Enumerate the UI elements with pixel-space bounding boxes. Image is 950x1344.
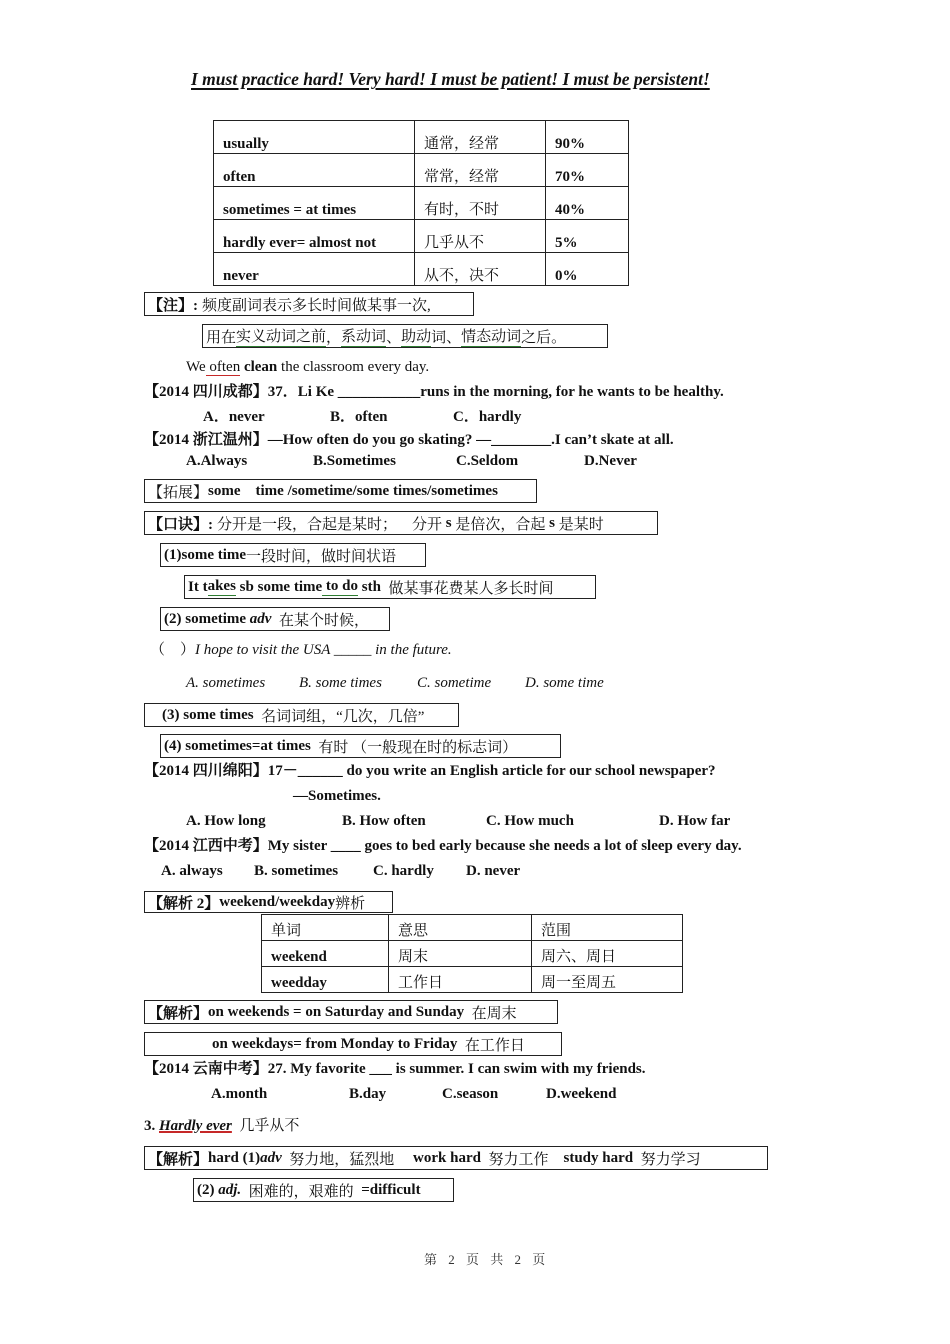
question-3 (150, 643, 452, 658)
question-stem: —How often do you go skating? —________.I can’t skate at all. (267, 432, 674, 448)
part-of-speech: adv (249, 610, 272, 627)
definition: 有时 （一般现在时的标志词） (310, 739, 518, 756)
definition: 一段时间，做时间状语 (246, 548, 397, 565)
item-1-box (160, 543, 426, 567)
part-of-speech: adj. (218, 1181, 242, 1198)
definition: 在周末 (464, 1005, 517, 1022)
cell-word: weekend (262, 941, 389, 967)
text: 、 (386, 329, 402, 346)
question-2 (144, 433, 674, 448)
q1-option-a: A．never (203, 409, 265, 425)
cell-meaning: 周末 (389, 941, 532, 967)
note-usage-box (202, 324, 608, 348)
definition: 努力地，猛烈地 (281, 1151, 414, 1168)
term: (3) some times (162, 706, 254, 723)
item-2-box (160, 607, 390, 631)
header-cell: 单词 (262, 915, 389, 941)
question-stem: I hope to visit the USA _____ in the future. (195, 642, 452, 658)
frequency-adverb-table (213, 120, 629, 286)
term: work hard (413, 1149, 481, 1166)
question-1 (144, 385, 724, 400)
note-box (144, 292, 474, 316)
section-number: 3. (144, 1118, 159, 1134)
term: (2) (197, 1181, 219, 1198)
question-stem: 27. My favorite ___ is summer. I can swim with my friends. (267, 1061, 646, 1077)
definition: 困难的，艰难的 (241, 1183, 362, 1200)
text: 辨析 (335, 895, 366, 912)
bold-verb: clean (240, 359, 278, 375)
item-1-example-box (184, 575, 596, 599)
table-row (214, 154, 629, 187)
analysis-label: 【解析】 (148, 1005, 209, 1022)
q5-option-d: D. never (466, 863, 521, 879)
expand-text: some time /sometime/some times/sometimes (208, 482, 498, 499)
cell-percent: 5% (546, 220, 629, 253)
cell-word: weedday (262, 967, 389, 993)
text: the classroom every day. (277, 359, 430, 375)
q2-option-c: C.Seldom (456, 453, 519, 469)
section-3-heading (144, 1119, 299, 1134)
mnemonic-box (144, 511, 658, 535)
analysis-3-line2-box (144, 1032, 562, 1056)
term: study hard (563, 1149, 634, 1166)
underlined-term: 助动 (401, 325, 431, 347)
header-cell: 范围 (532, 915, 683, 941)
definition: 努力工作 (480, 1151, 564, 1168)
analysis-4-line2-box (193, 1178, 454, 1202)
q1-option-b: B．often (330, 409, 388, 425)
cell-meaning: 常常，经常 (415, 154, 546, 187)
text: We (186, 359, 206, 375)
page-number-footer: 第 2 页 共 2 页 (424, 1252, 550, 1267)
definition: 几乎从不 (231, 1118, 300, 1134)
text: sb some time (235, 578, 323, 595)
question-stem: 37．Li Ke ___________runs in the morning, for he wants to be healthy. (267, 384, 724, 400)
term: =difficult (361, 1181, 421, 1198)
q4-answer: —Sometimes. (293, 788, 381, 804)
cell-percent: 40% (546, 187, 629, 220)
q1-option-c: C．hardly (453, 409, 522, 425)
definition: 在工作日 (457, 1037, 525, 1054)
item-3-box (144, 703, 459, 727)
cell-word: sometimes = at times (214, 187, 415, 220)
underlined-term: 情态动词 (461, 325, 521, 347)
note-label: 【注】: (148, 297, 198, 314)
term: on weekends = on Saturday and Sunday (208, 1003, 465, 1020)
table-row (262, 967, 683, 993)
underlined-adverb: often (205, 359, 241, 375)
question-4 (144, 764, 716, 779)
question-source: 【2014 四川成都】 (144, 384, 268, 400)
part-of-speech: adv (260, 1149, 282, 1166)
table-row (214, 187, 629, 220)
expand-box (144, 479, 537, 503)
text: 之后。 (521, 329, 567, 346)
term: on weekdays= from Monday to Friday (212, 1035, 458, 1052)
definition: 做某事花费某人多长时间 (380, 580, 554, 597)
cell-meaning: 几乎从不 (415, 220, 546, 253)
term: weekend/weekday (219, 893, 336, 910)
q3-option-a: A. sometimes (186, 675, 266, 691)
section-title: Hardly ever (159, 1118, 232, 1134)
text: 词、 (431, 329, 462, 346)
cell-word: often (214, 154, 415, 187)
cell-range: 周六、周日 (532, 941, 683, 967)
q6-option-d: D.weekend (546, 1086, 617, 1102)
q5-option-c: C. hardly (373, 863, 434, 879)
table-row (214, 121, 629, 154)
question-source: 【2014 云南中考】 (144, 1061, 268, 1077)
note-line1: 频度副词表示多长时间做某事一次, (202, 297, 431, 314)
analysis-2-box (144, 891, 393, 913)
underlined-term: 实义动词之前 (236, 325, 326, 347)
cell-meaning: 有时，不时 (415, 187, 546, 220)
weekend-weekday-table (261, 914, 683, 993)
cell-word: never (214, 253, 415, 286)
q6-option-c: C.season (442, 1086, 499, 1102)
question-5 (144, 839, 742, 854)
text: 是某时 (554, 516, 604, 533)
cell-meaning: 从不，决不 (415, 253, 546, 286)
term: hard (1) (208, 1149, 261, 1166)
q3-option-d: D. some time (525, 675, 604, 691)
question-stem: 17－______ do you write an English article for our school newspaper? (267, 763, 716, 779)
cell-percent: 70% (546, 154, 629, 187)
text: ， (326, 329, 342, 346)
table-row (214, 253, 629, 286)
text: sth (358, 578, 381, 595)
text: s (445, 514, 452, 531)
question-source: 【2014 江西中考】 (144, 838, 268, 854)
question-stem: My sister ____ goes to bed early because she needs a lot of sleep every day. (267, 838, 742, 854)
answer-bracket: （ ） (150, 642, 196, 658)
q6-option-a: A.month (211, 1086, 268, 1102)
term: (1)some time (164, 546, 247, 563)
example-sentence (186, 360, 429, 375)
question-6 (144, 1062, 646, 1077)
mnemonic-label: 【口诀】: (148, 516, 213, 533)
question-source: 【2014 四川绵阳】 (144, 763, 268, 779)
analysis-label: 【解析】 (148, 1151, 209, 1168)
q2-option-d: D.Never (584, 453, 637, 469)
definition: 努力学习 (633, 1151, 701, 1168)
q4-option-a: A. How long (186, 813, 266, 829)
text: 分开是一段，合起是某时； 分开 (217, 516, 446, 533)
cell-meaning: 通常，经常 (415, 121, 546, 154)
header-cell: 意思 (389, 915, 532, 941)
underlined-term: 系动词 (341, 325, 386, 347)
term: (2) sometime (164, 610, 250, 627)
page-motto: I must practice hard! Very hard! I must be patient! I must be persistent! (191, 69, 710, 89)
q6-option-b: B.day (349, 1086, 387, 1102)
underlined-term: to do (322, 578, 359, 594)
analysis-label: 【解析 2】 (148, 895, 220, 912)
cell-range: 周一至周五 (532, 967, 683, 993)
q2-option-b: B.Sometimes (313, 453, 396, 469)
text: 是倍次，合起 (451, 516, 550, 533)
term: (4) sometimes=at times (164, 737, 311, 754)
table-header-row (262, 915, 683, 941)
analysis-4-box (144, 1146, 768, 1170)
table-row (214, 220, 629, 253)
q4-option-c: C. How much (486, 813, 574, 829)
text: s (549, 514, 555, 531)
q3-option-b: B. some times (299, 675, 382, 691)
definition: 名词词组，“几次，几倍” (253, 708, 425, 725)
text: It t (188, 578, 208, 595)
cell-percent: 0% (546, 253, 629, 286)
table-row (262, 941, 683, 967)
cell-meaning: 工作日 (389, 967, 532, 993)
underlined-term: akes (207, 578, 236, 594)
q4-option-b: B. How often (342, 813, 426, 829)
item-4-box (160, 734, 561, 758)
q2-option-a: A.Always (186, 453, 248, 469)
text: 用在 (206, 329, 237, 346)
cell-percent: 90% (546, 121, 629, 154)
q5-option-b: B. sometimes (254, 863, 339, 879)
definition: 在某个时候， (271, 612, 369, 629)
analysis-3-box (144, 1000, 558, 1024)
cell-word: hardly ever= almost not (214, 220, 415, 253)
cell-word: usually (214, 121, 415, 154)
q5-option-a: A. always (161, 863, 223, 879)
q3-option-c: C. sometime (417, 675, 492, 691)
q4-option-d: D. How far (659, 813, 731, 829)
question-source: 【2014 浙江温州】 (144, 432, 268, 448)
expand-label: 【拓展】 (148, 484, 209, 501)
